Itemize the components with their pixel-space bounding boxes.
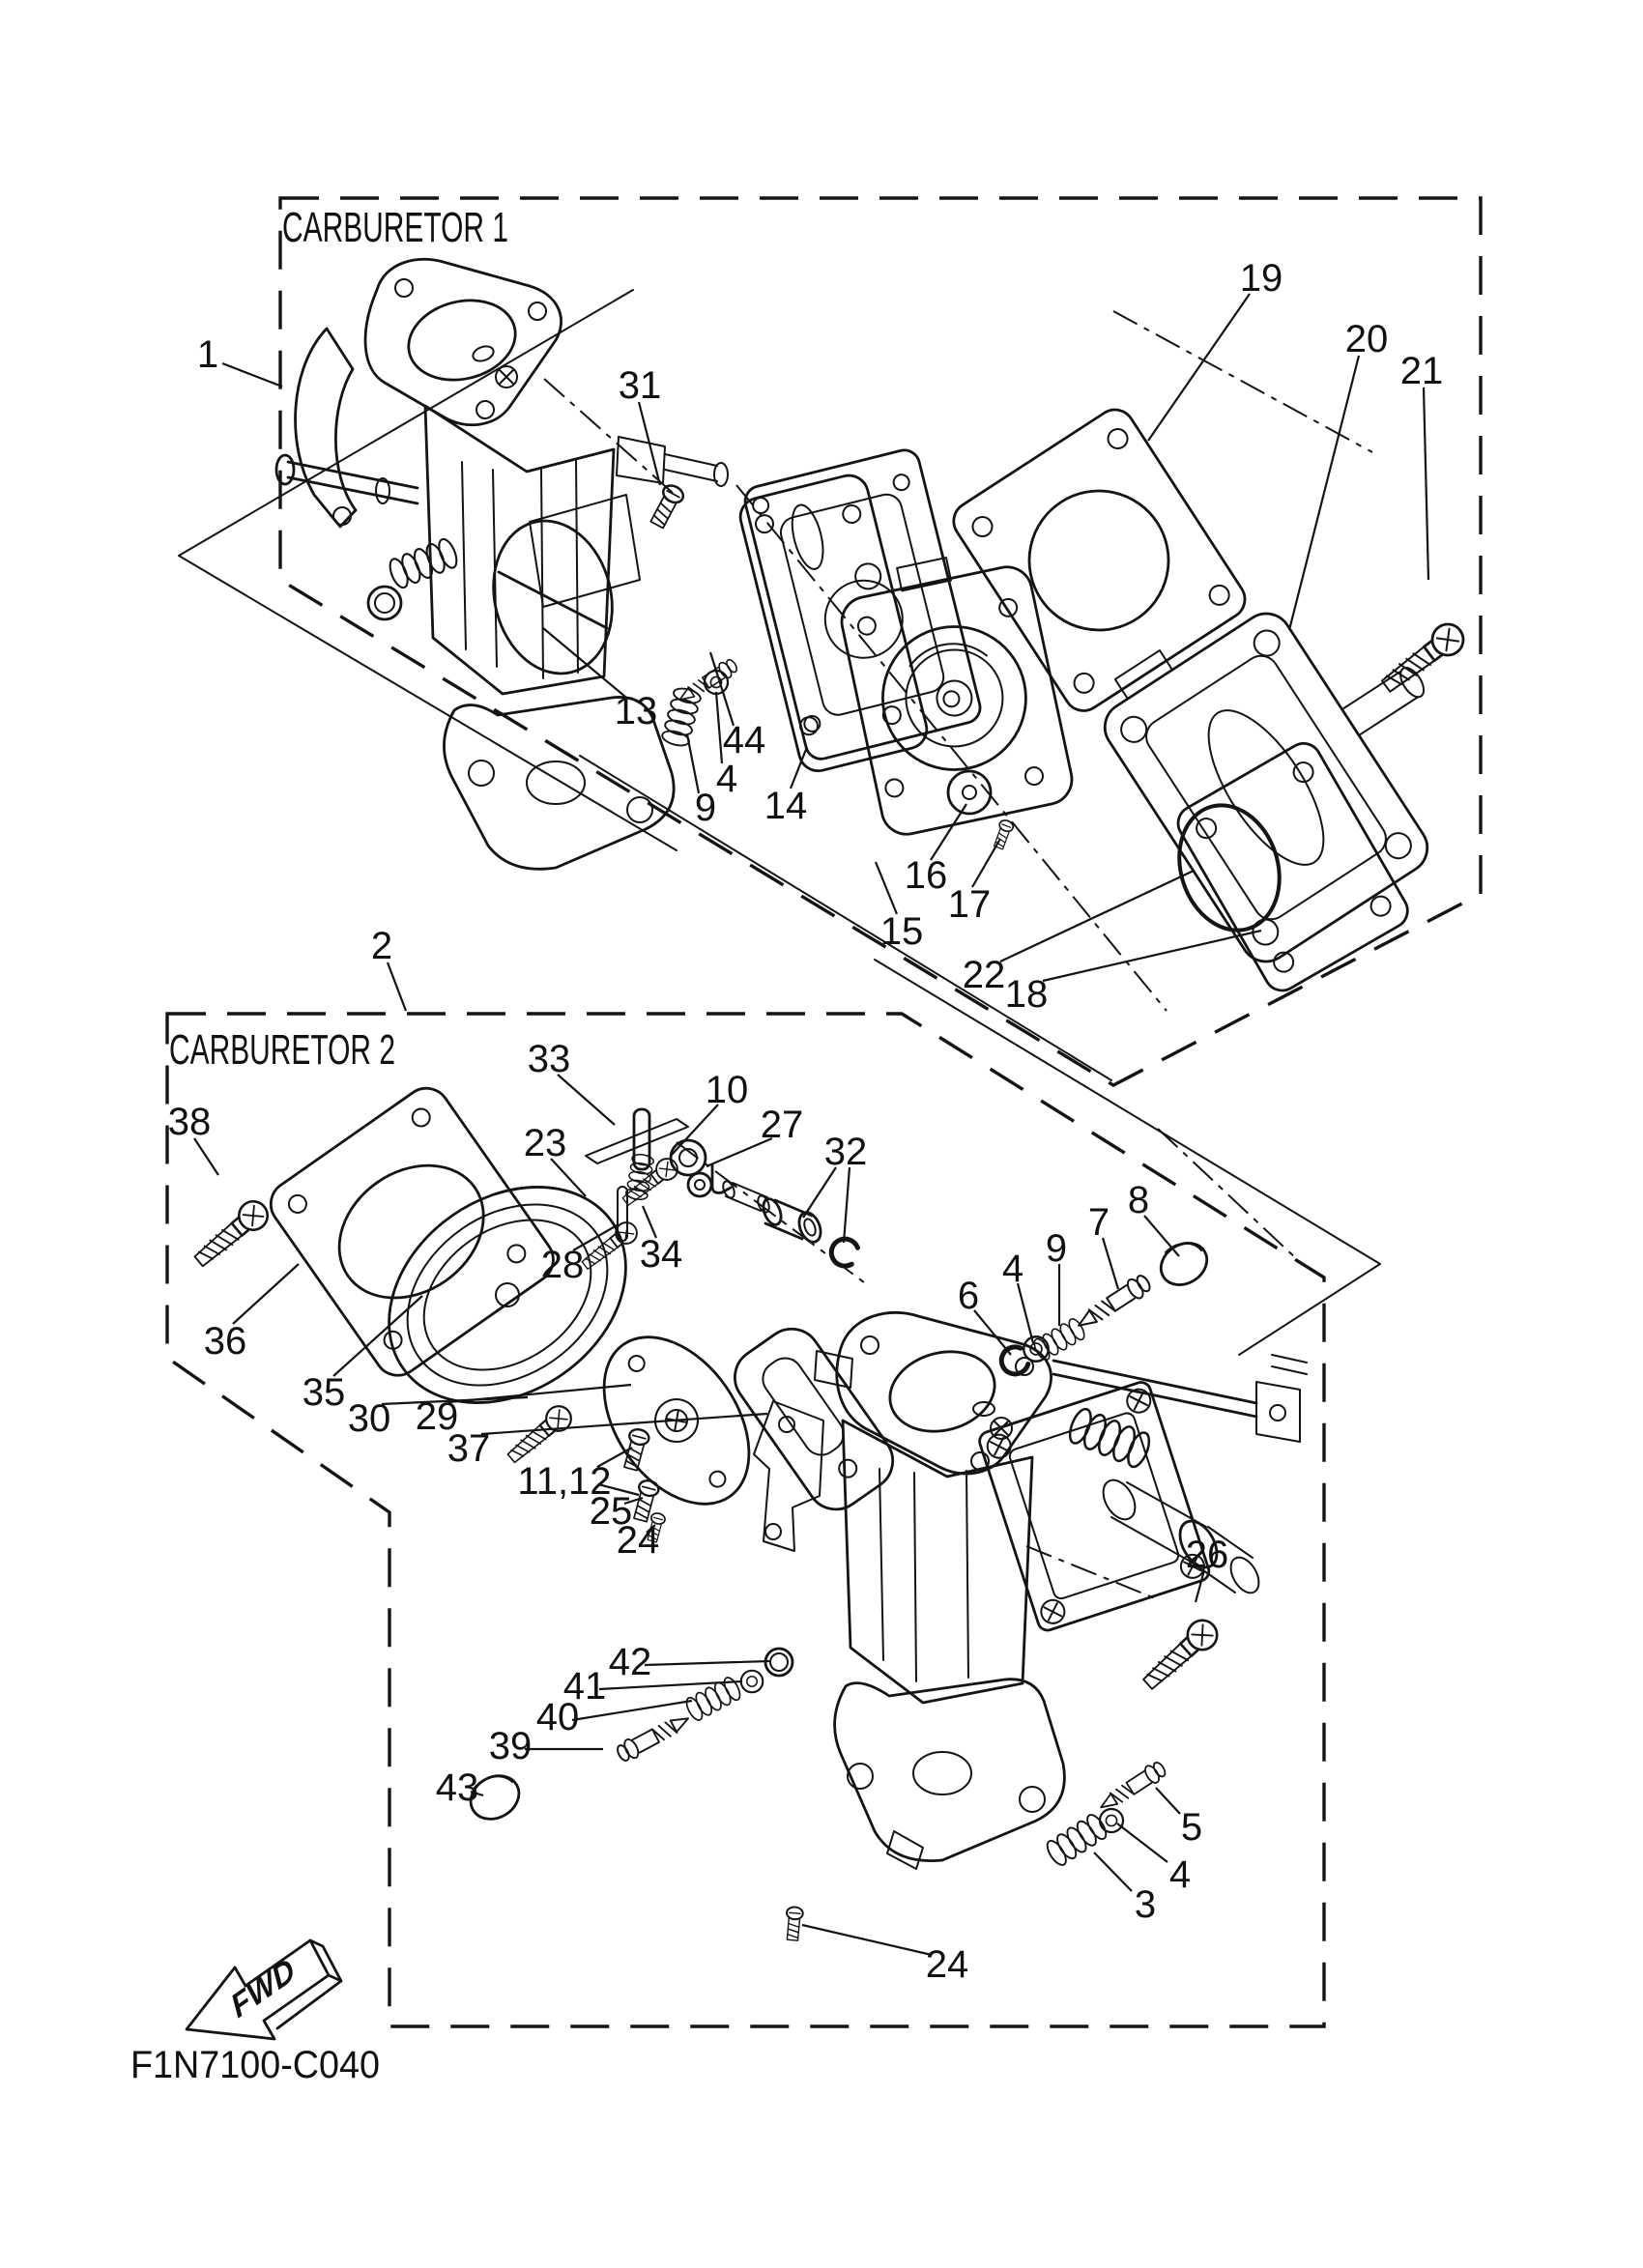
carb1-top-flange: [365, 259, 562, 425]
carb2-float-bowl: [835, 1679, 1065, 1869]
leader-line-32: [844, 1167, 850, 1243]
part-19-pump-gasket: [946, 402, 1252, 718]
part-label-10: 10: [705, 1069, 749, 1111]
part-label-24: 24: [925, 1943, 969, 1986]
leader-line-20: [1289, 356, 1359, 630]
carburetor2-loose-parts: [189, 1079, 1223, 1941]
part-41-washer: [741, 1671, 764, 1693]
leader-line-32: [803, 1167, 836, 1218]
part-label-15: 15: [879, 910, 924, 953]
leader-line-22: [1000, 871, 1194, 962]
leader-line-36: [233, 1264, 299, 1324]
part-label-44: 44: [722, 719, 766, 761]
carburetor2-assembly-drawing: [754, 1312, 1307, 1869]
carb2-throttle-linkage: [1053, 1355, 1307, 1470]
fwd-arrow-icon: [187, 1940, 341, 2039]
leader-line-31: [639, 402, 660, 485]
leader-line-42: [645, 1661, 769, 1665]
part-label-14: 14: [764, 785, 808, 827]
leader-lines: [194, 294, 1428, 1955]
part-36-gasket: [262, 1079, 562, 1385]
leader-line-15: [876, 862, 897, 914]
part-24-drain-screw: [785, 1907, 804, 1941]
leader-line-19: [1148, 294, 1250, 441]
leader-line-4: [1018, 1283, 1033, 1343]
part-label-5: 5: [1180, 1806, 1203, 1849]
carburetor1-title: CARBURETOR 1: [282, 204, 508, 251]
part-label-35: 35: [302, 1371, 346, 1414]
leader-line-1: [222, 363, 282, 387]
carburetor2-boundary: [167, 1014, 1324, 2026]
fwd-arrow-label: FWD: [225, 1951, 301, 2026]
leader-line-9: [687, 734, 699, 793]
part-label-6: 6: [957, 1275, 980, 1317]
part-18-cover-plate: [1171, 737, 1413, 997]
part-label-39: 39: [488, 1725, 533, 1767]
part-42-o-ring: [765, 1649, 793, 1676]
part-number-labels: [168, 257, 1444, 1986]
carb1-body: [425, 406, 728, 694]
part-13-throttle-valve: [477, 495, 640, 686]
part-label-43: 43: [435, 1766, 479, 1809]
part-label-41: 41: [562, 1665, 607, 1708]
part-6-clip: [997, 1344, 1030, 1379]
part-label-29: 29: [415, 1395, 459, 1438]
part-label-42: 42: [608, 1641, 652, 1683]
part-label-25: 25: [589, 1490, 633, 1533]
part-20-pump-cover: [1082, 540, 1506, 971]
part-23-screw: [578, 1219, 641, 1274]
leader-line-24: [802, 1925, 932, 1955]
part-label-17: 17: [947, 883, 992, 926]
leader-line-17: [972, 839, 1000, 887]
part-label-23: 23: [523, 1122, 567, 1164]
part-32-plunger-set: [712, 1165, 859, 1269]
part-38-screw: [189, 1195, 274, 1272]
part-7-pilot-screw: [1073, 1272, 1153, 1335]
leader-line-4: [1117, 1823, 1167, 1862]
leader-line-38: [194, 1138, 218, 1175]
part-4-washer-lower: [1100, 1809, 1123, 1832]
drawing-code: F1N7100-C040: [130, 2044, 380, 2086]
part-label-7: 7: [1087, 1201, 1110, 1244]
part-label-3: 3: [1134, 1883, 1157, 1926]
part-label-9: 9: [1045, 1227, 1068, 1270]
part-label-4: 4: [715, 758, 738, 800]
leader-line-18: [1043, 931, 1261, 981]
part-label-32: 32: [823, 1131, 868, 1173]
part-label-27: 27: [760, 1104, 804, 1146]
carb1-choke-lever: [296, 329, 356, 527]
part-26-screw: [1138, 1615, 1223, 1696]
leader-line-3: [1094, 1852, 1132, 1891]
leader-line-2: [388, 962, 406, 1011]
part-label-22: 22: [962, 954, 1006, 996]
leader-line-13: [543, 628, 625, 697]
part-label-1: 1: [196, 333, 219, 376]
part-17-screw: [992, 818, 1015, 850]
part-label-16: 16: [904, 854, 948, 897]
part-label-40: 40: [535, 1696, 580, 1738]
part-30-screw: [504, 1401, 576, 1468]
part-label-33: 33: [527, 1038, 571, 1080]
part-5-jet-screw: [1096, 1759, 1168, 1815]
part-9-spring: [661, 686, 703, 748]
leader-line-21: [1424, 388, 1428, 580]
part-label-34: 34: [639, 1233, 683, 1276]
carburetor2-title: CARBURETOR 2: [169, 1026, 395, 1074]
part-label-37: 37: [447, 1427, 491, 1470]
part-label-38: 38: [167, 1101, 212, 1143]
part-label-9: 9: [694, 787, 717, 829]
part-15-pump-body: [833, 541, 1077, 839]
part-label-21: 21: [1399, 350, 1444, 392]
leader-line-16: [931, 804, 966, 860]
part-31-plug-screw: [648, 482, 686, 530]
carburetor1-assembly-drawing: [276, 259, 983, 869]
part-8-cap: [1153, 1235, 1215, 1293]
part-label-18: 18: [1004, 973, 1049, 1016]
part-39-needle-screw: [615, 1709, 693, 1764]
carb2-top-flange: [837, 1312, 1052, 1474]
part-label-11,12: 11,12: [517, 1460, 612, 1503]
part-label-28: 28: [540, 1244, 585, 1286]
part-label-31: 31: [618, 364, 662, 407]
part-label-24: 24: [616, 1519, 660, 1562]
part-label-19: 19: [1239, 257, 1283, 300]
part-label-8: 8: [1127, 1179, 1150, 1221]
leader-line-8: [1144, 1216, 1179, 1256]
part-label-13: 13: [614, 690, 658, 732]
leader-line-37: [481, 1414, 767, 1434]
leader-line-33: [558, 1075, 615, 1125]
leader-line-7: [1103, 1238, 1118, 1289]
part-label-4: 4: [1001, 1248, 1024, 1290]
leader-line-4: [716, 692, 722, 763]
part-label-2: 2: [370, 925, 393, 967]
leader-line-5: [1156, 1788, 1180, 1814]
part-label-30: 30: [347, 1397, 391, 1440]
part-label-36: 36: [203, 1320, 247, 1363]
part-label-4: 4: [1168, 1853, 1192, 1896]
part-16-diaphragm-disc: [948, 771, 991, 814]
part-label-20: 20: [1344, 318, 1389, 360]
part-label-26: 26: [1185, 1534, 1229, 1576]
